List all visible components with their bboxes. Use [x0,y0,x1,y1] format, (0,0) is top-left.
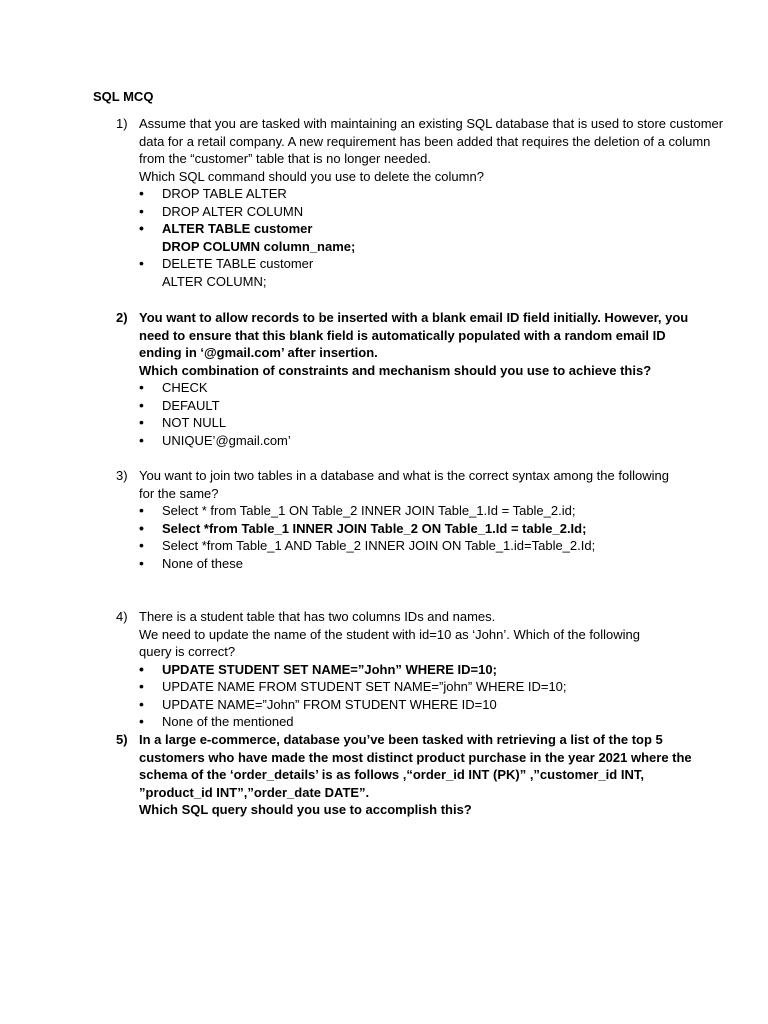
question-text [139,608,726,731]
option-line: • UPDATE NAME=”John” FROM STUDENT WHERE ID=10 [162,696,497,712]
question-text [139,467,726,572]
option-a [139,185,726,203]
question-line: ending in ‘@gmail.com’ after insertion. [139,345,378,360]
option-c [139,220,726,255]
question-line: from the “customer” table that is no longer needed. [139,151,431,166]
question-text [139,115,726,290]
question-number: 2) [116,310,128,325]
question-line: You want to join two tables in a database and what is the correct syntax among the following [139,468,669,483]
question-line: query is correct? [139,644,236,659]
option-a [139,379,726,397]
option-line: DROP COLUMN column_name; [162,238,356,254]
option-b [139,397,726,415]
option-c [139,537,726,555]
options-list [139,185,726,290]
option-d [139,555,726,573]
question-text [139,309,726,449]
option-line: • NOT NULL [162,415,227,430]
option-b [139,520,726,538]
question-number: 4) [116,609,128,624]
question-line: There is a student table that has two columns IDs and names. [139,609,496,624]
option-d [139,255,726,290]
option-line: • None of the mentioned [162,714,294,729]
option-line: • DROP ALTER COLUMN [162,203,304,219]
option-line: • DEFAULT [162,397,220,413]
question-5 [116,731,726,819]
option-line: • Select *from Table_1 INNER JOIN Table_2 ON Table_1.Id = table_2.Id; [162,520,587,536]
options-list [139,661,726,731]
option-a [139,502,726,520]
option-b [139,203,726,221]
option-c [139,414,726,432]
option-line: • UNIQUE’@gmail.com’ [162,432,291,448]
question-line: Which SQL command should you use to delete the column? [139,168,484,184]
option-line: • DELETE TABLE customer [162,256,314,271]
question-line: We need to update the name of the student with id=10 as ‘John’. Which of the following [139,626,640,642]
option-line: • UPDATE STUDENT SET NAME=”John” WHERE ID=10; [162,661,497,677]
option-line: ALTER COLUMN; [162,273,267,289]
question-line: customers who have made the most distinct product purchase in the year 2021 where the [139,749,692,765]
question-2 [116,309,726,449]
question-line: need to ensure that this blank field is automatically populated with a random email ID [139,327,666,343]
question-line: Which SQL query should you use to accomplish this? [139,802,472,817]
option-a [139,661,726,679]
question-line: ”product_id INT”,”order_date DATE”. [139,784,370,800]
option-line: • Select * from Table_1 ON Table_2 INNER JOIN Table_1.Id = Table_2.id; [162,503,576,518]
question-line: In a large e-commerce, database you’ve been tasked with retrieving a list of the top 5 [139,732,663,747]
question-number: 1) [116,116,128,131]
question-line: for the same? [139,485,219,501]
options-list [139,379,726,449]
option-line: • UPDATE NAME FROM STUDENT SET NAME=”john” WHERE ID=10; [162,679,567,694]
question-line: Assume that you are tasked with maintaining an existing SQL database that is used to store customer [139,116,724,131]
option-b [139,678,726,696]
question-line: data for a retail company. A new requirement has been added that requires the deletion of a column [139,133,711,149]
question-number: 3) [116,468,128,483]
option-line: • None of these [162,555,243,571]
options-list [139,502,726,572]
option-line: • ALTER TABLE customer [162,221,313,236]
option-line: • CHECK [162,380,208,395]
option-d [139,432,726,450]
option-line: • Select *from Table_1 AND Table_2 INNER JOIN ON Table_1.id=Table_2.Id; [162,538,596,553]
question-line: Which combination of constraints and mechanism should you use to achieve this? [139,362,652,378]
question-number: 5) [116,732,128,747]
question-line: You want to allow records to be inserted with a blank email ID field initially. However, you [139,310,689,325]
question-3 [116,467,726,572]
option-d [139,713,726,731]
option-line: • DROP TABLE ALTER [162,186,287,201]
document-title: SQL MCQ [93,89,154,104]
question-4 [116,608,726,731]
question-1 [116,115,726,290]
option-c [139,696,726,714]
question-line: schema of the ‘order_details’ is as follows ,“order_id INT (PK)” ,”customer_id INT, [139,767,644,782]
question-text [139,731,726,819]
